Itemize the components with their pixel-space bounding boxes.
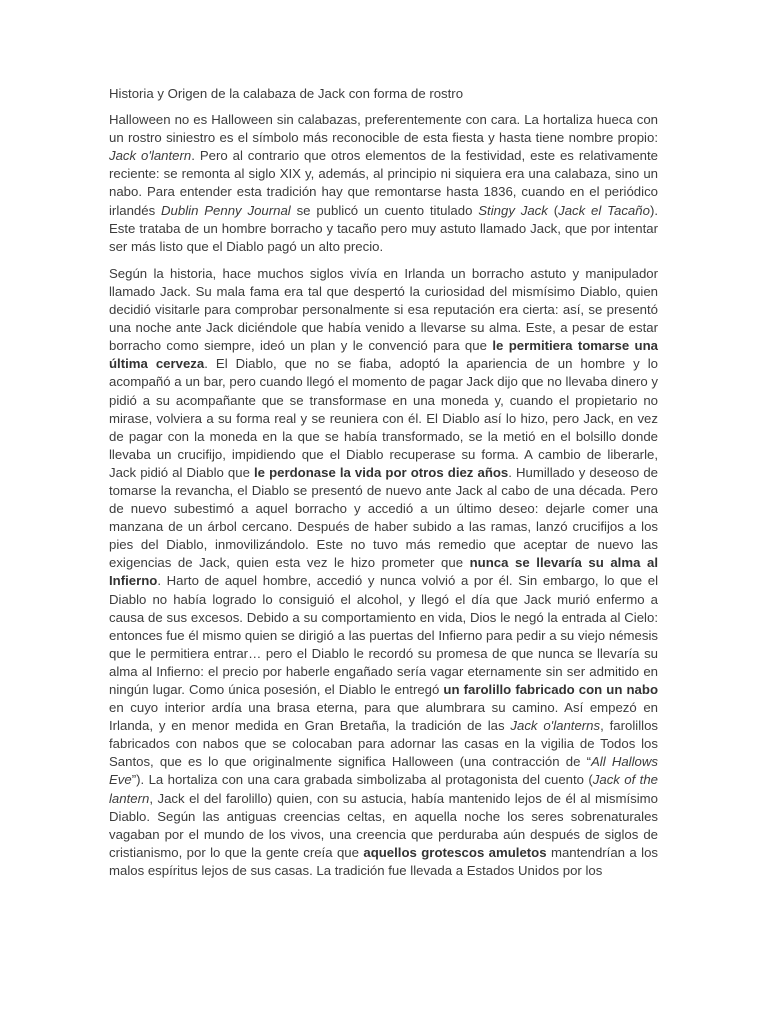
bold-phrase: le perdonase la vida por otros diez años [254, 464, 509, 480]
text-run: . Pero al contrario que otros elementos de la festividad, este es relativamente reciente: se remonta al siglo XIX y, además, al principio ni siquiera era una calabaza, sino un nabo. Para entender esta tradición hay que remontarse hasta 1836, cuando en el periódico irlandés [109, 148, 658, 218]
text-run: . El Diablo, que no se fiaba, adoptó la apariencia de un hombre y lo acompañó a un bar, pero cuando llegó el momento de pagar Jack dijo que no llevaba dinero y pidió a su acompañante que se transformase en una moneda y, cuando el propietario no mirase, volviera a su forma real y se reuniera con él. El Diablo así lo hizo, pero Jack, en vez de pagar con la moneda en la que se había transformado, se la metió en el bolsillo donde llevaba un crucifijo, impidiendo que el Diablo recuperase su forma. A cambio de liberarle, Jack pidió al Diablo que [109, 356, 659, 480]
bold-phrase: aquellos grotescos amuletos [363, 844, 547, 860]
text-run: en cuyo interior ardía una brasa eterna, para que alumbrara su camino. Así empezó en Irlanda, y en menor medida en Gran Bretaña, la tradición de las [109, 700, 658, 734]
text-run: . Harto de aquel hombre, accedió y nunca volvió a por él. Sin embargo, lo que el Diablo no había logrado lo consiguió el alcohol, y llegó el día que Jack murió enfermo a causa de sus excesos. Debido a su comportamiento en vida, Dios le negó la entrada al Cielo: entonces fue él mismo quien se dirigió a las puertas del Infierno para pedir a su viejo némesis que le permitiera entrar… pero el Diablo le recordó su promesa de que nunca se llevaría su alma al Infierno: el precio por haberle engañado sería vagar eternamente sin ser admitido en ningún lugar. Como única posesión, el Diablo le entregó [109, 573, 658, 697]
italic-phrase: Dublin Penny Journal [161, 202, 291, 218]
text-run: , Jack el del farolillo) quien, con su astucia, había mantenido lejos de él al mismísimo Diablo. Según las antiguas creencias celtas, en aquella noche los seres sobrenaturales vagaban por el mundo de los vivos, una creencia que perduraba aún después de siglos de cristianismo, por lo que la gente creía que [109, 790, 658, 860]
text-run: ( [547, 202, 559, 218]
bold-phrase: nunca se llevaría su alma al Infierno [109, 555, 658, 589]
bold-phrase: un farolillo fabricado con un nabo [443, 682, 658, 697]
italic-phrase: Jack o'lanterns [510, 718, 601, 734]
italic-phrase: Stingy Jack [478, 202, 548, 218]
text-run: se publicó un cuento titulado [290, 202, 479, 218]
italic-phrase: All Hallows Eve [109, 754, 658, 788]
italic-phrase: Jack el Tacaño [558, 202, 650, 218]
paragraph-intro [109, 111, 658, 256]
text-run: . Humillado y deseoso de tomarse la revancha, el Diablo se presentó de nuevo ante Jack al cabo de una década. Pero de nuevo subestimó a aquel borracho y accedió a un último deseo: dejarle comer una manzana de un árbol cercano. Después de haber subido a las ramas, lanzó crucifijos a los pies del Diablo, inmovilizándolo. Este no tuvo más remedio que aceptar de nuevo las exigencias de Jack, quien esta vez le hizo prometer que [109, 464, 658, 571]
document-page [109, 85, 658, 889]
text-run: mantendrían a los malos espíritus lejos de sus casas. La tradición fue llevada a Estados Unidos por los [109, 844, 658, 878]
text-run: Halloween no es Halloween sin calabazas, preferentemente con cara. La hortaliza hueca con un rostro siniestro es el símbolo más reconocible de esta fiesta y hasta tiene nombre propio: [109, 112, 658, 146]
text-run: , farolillos fabricados con nabos que se colocaban para adornar las casas en la vigilia de Todos los Santos, que es lo que originalmente significa Halloween (una contracción de “ [109, 718, 658, 770]
italic-phrase: Jack o'lantern [109, 148, 192, 164]
paragraph-story [109, 265, 658, 880]
text-run: ”). La hortaliza con una cara grabada simbolizaba al protagonista del cuento ( [131, 772, 593, 788]
italic-phrase: Jack of the lantern [109, 772, 658, 806]
text-run: ). Este trataba de un hombre borracho y tacaño pero muy astuto llamado Jack, que por intentar ser más listo que el Diablo pagó un alto precio. [109, 202, 658, 254]
bold-phrase: le permitiera tomarse una última cerveza [109, 338, 658, 372]
text-run: Según la historia, hace muchos siglos vivía en Irlanda un borracho astuto y manipulador llamado Jack. Su mala fama era tal que despertó la curiosidad del mismísimo Diablo, quien decidió visitarle para comprobar personalmente si esa reputación era cierta: así, se presentó una noche ante Jack diciéndole que había venido a llevarse su alma. Este, a pesar de estar borracho como siempre, ideó un plan y le convenció para que [109, 265, 658, 354]
document-title: Historia y Origen de la calabaza de Jack con forma de rostro [109, 86, 464, 101]
